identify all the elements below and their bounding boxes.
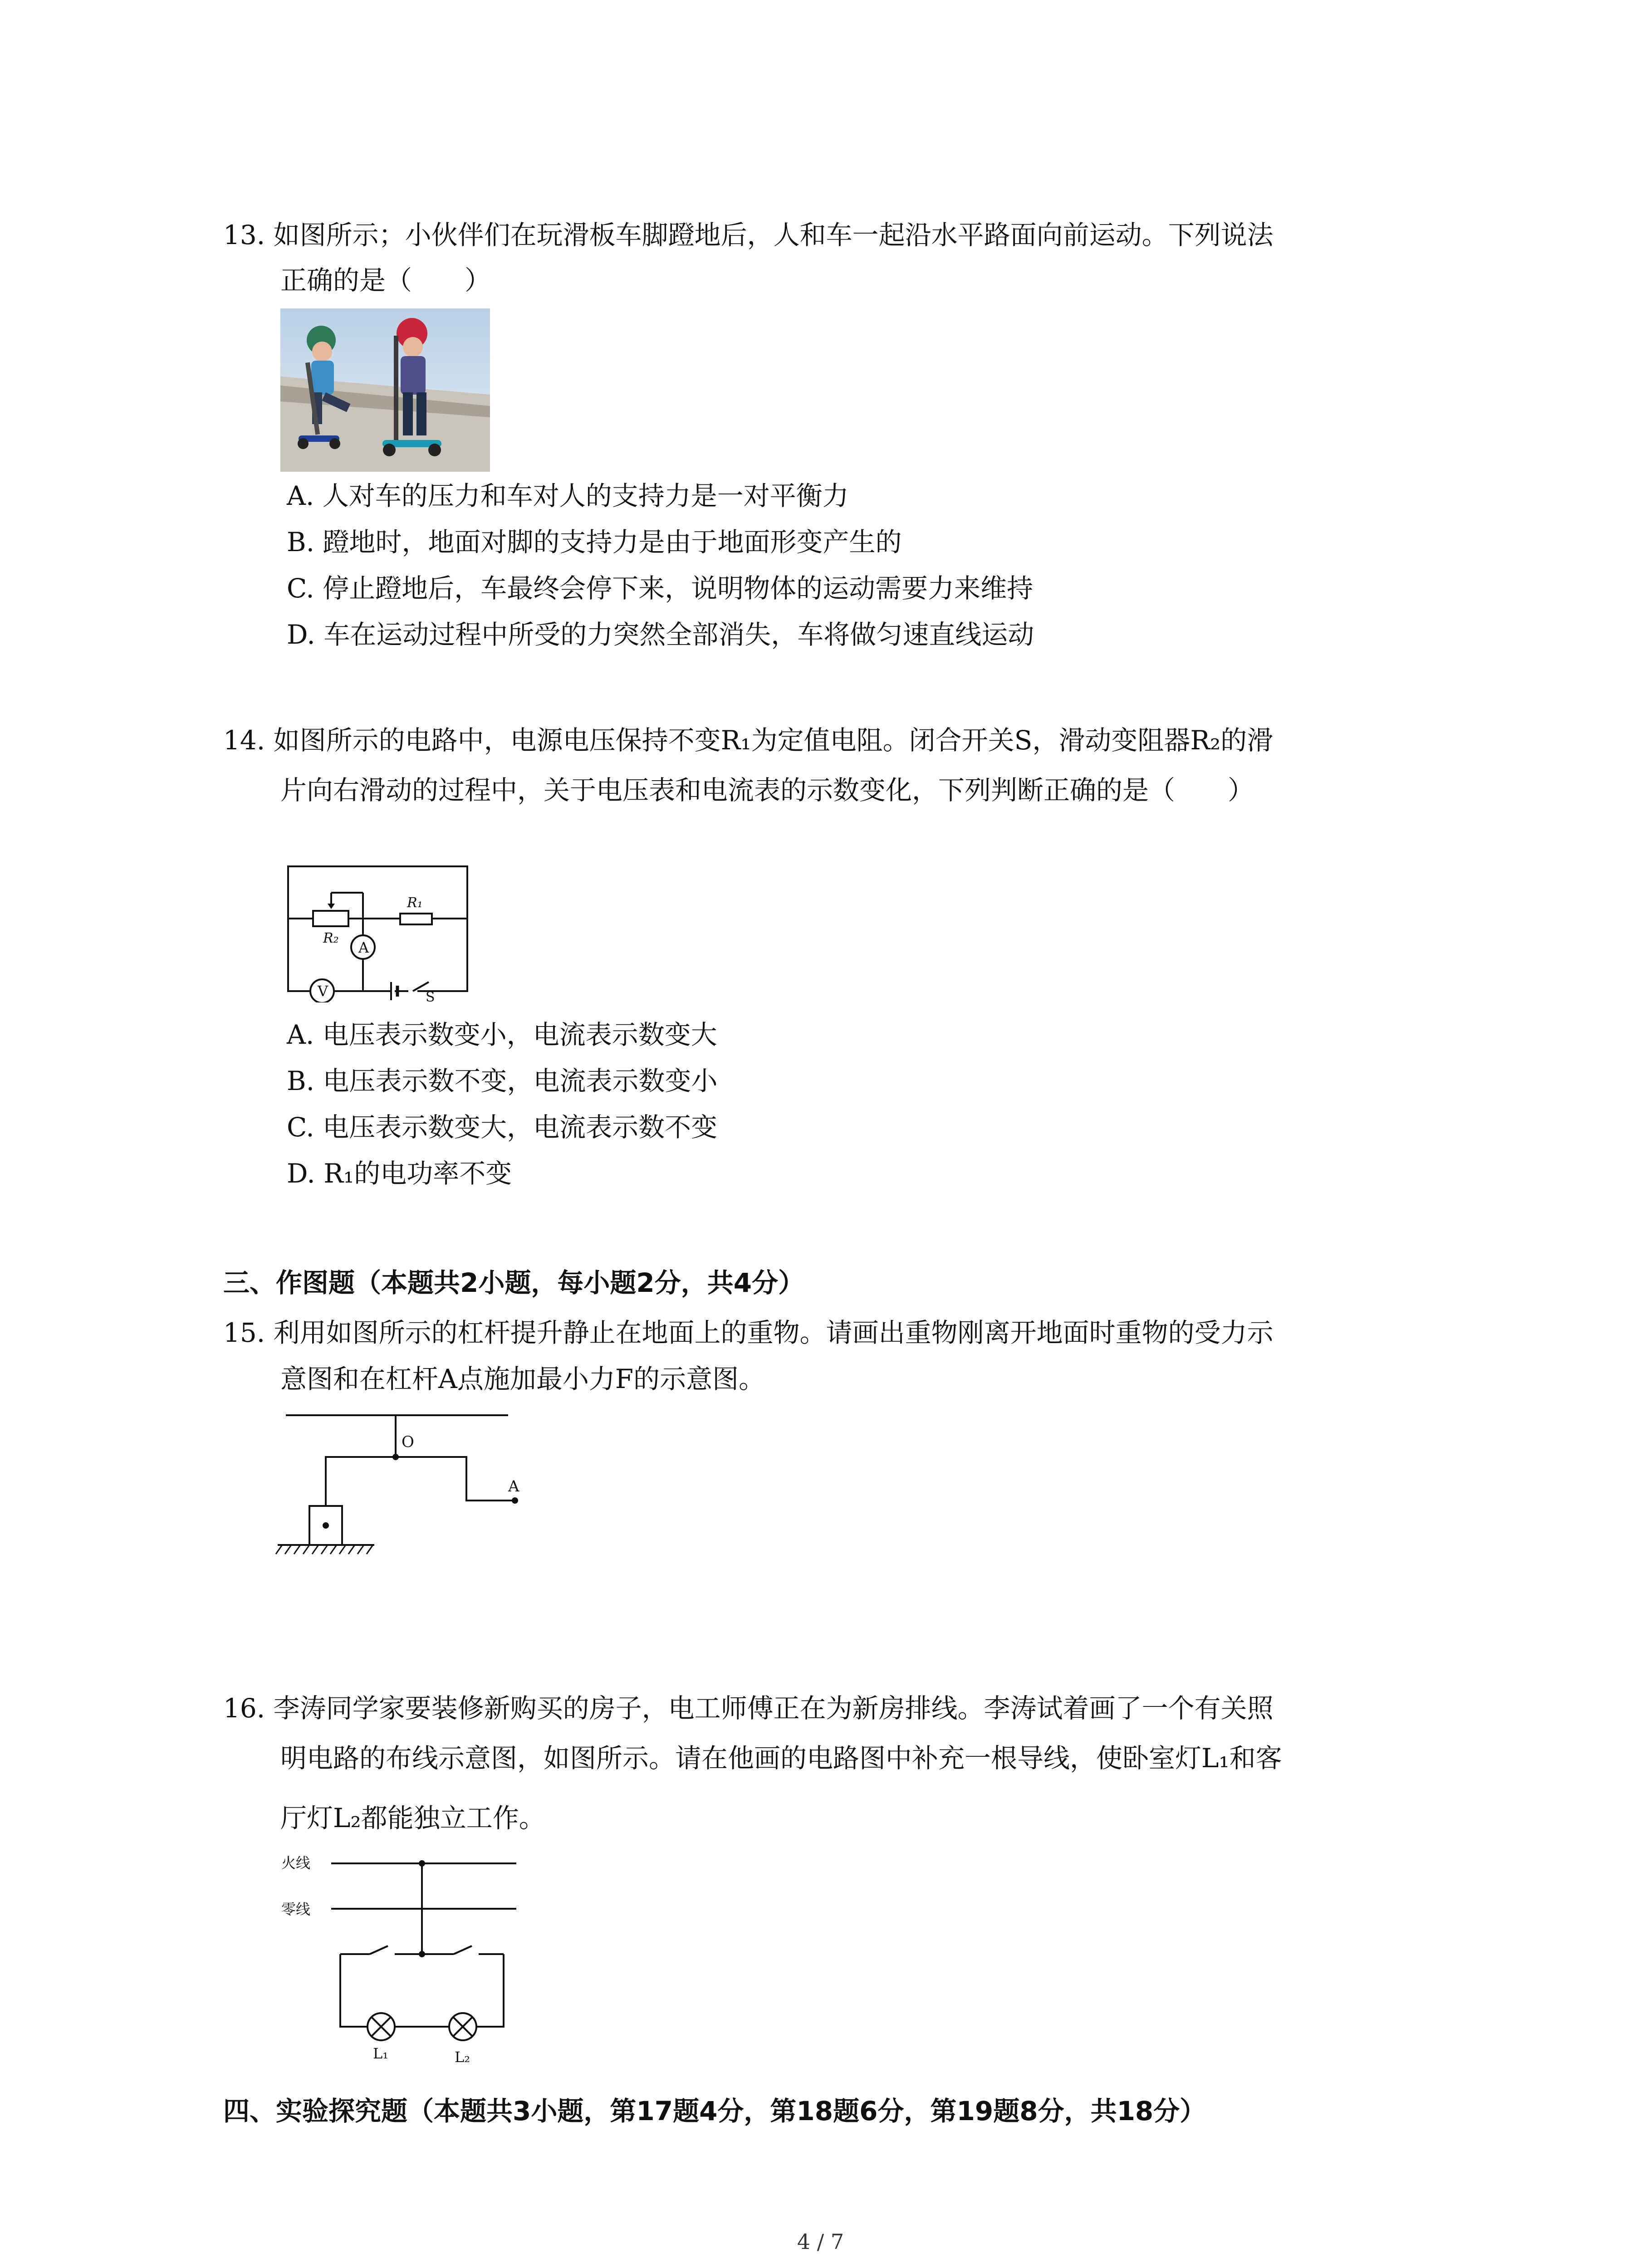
page-number: 4 / 7 (797, 2229, 844, 2254)
q16-stem-line3: 厅灯L₂都能独立工作。 (280, 1803, 545, 1833)
scooter-photo (280, 308, 490, 472)
slider-arrow-icon (328, 904, 335, 909)
q14-option-c: C. 电压表示数变大，电流表示数不变 (287, 1112, 718, 1143)
q14-option-d: D. R₁的电功率不变 (287, 1158, 512, 1189)
q14-circuit-diagram (272, 853, 481, 1002)
point-a (512, 1497, 518, 1504)
q13-option-d: D. 车在运动过程中所受的力突然全部消失，车将做匀速直线运动 (287, 619, 1034, 650)
section-3-heading: 三、作图题（本题共2小题，每小题2分，共4分） (223, 1267, 805, 1298)
q14-stem-line1: 14. 如图所示的电路中，电源电压保持不变R₁为定值电阻。闭合开关S，滑动变阻器R₂的滑 (223, 725, 1274, 756)
q14-stem-line2: 片向右滑动的过程中，关于电压表和电流表的示数变化，下列判断正确的是（ ） (280, 775, 1254, 806)
q13-option-c: C. 停止蹬地后，车最终会停下来，说明物体的运动需要力来维持 (287, 573, 1034, 604)
point-a-label: A (508, 1477, 519, 1496)
neutral-wire-label: 零线 (281, 1901, 311, 1918)
voltmeter-label: V (318, 982, 328, 1000)
q14-option-b: B. 电压表示数不变，电流表示数变小 (287, 1066, 718, 1096)
q15-lever-diagram (272, 1402, 544, 1565)
switch-label: S (426, 989, 435, 1002)
q15-stem-line1: 15. 利用如图所示的杠杆提升静止在地面上的重物。请画出重物刚离开地面时重物的受力示 (223, 1317, 1274, 1348)
pivot-point (392, 1454, 399, 1460)
q13-stem-line2: 正确的是（ ） (280, 265, 491, 296)
q16-wiring-diagram (272, 1842, 526, 2077)
q16-stem-line2: 明电路的布线示意图，如图所示。请在他画的电路图中补充一根导线，使卧室灯L₁和客 (280, 1743, 1282, 1774)
ammeter-label: A (358, 939, 369, 956)
q13-option-b: B. 蹬地时，地面对脚的支持力是由于地面形变产生的 (287, 527, 902, 557)
live-wire-label: 火线 (281, 1854, 311, 1872)
pivot-label: O (402, 1433, 414, 1451)
l1-label: L₁ (373, 2045, 389, 2062)
q16-stem-line1: 16. 李涛同学家要装修新购买的房子，电工师傅正在为新房排线。李涛试着画了一个有关照 (223, 1693, 1274, 1724)
q13-stem-line1: 13. 如图所示；小伙伴们在玩滑板车脚蹬地后，人和车一起沿水平路面向前运动。下列说法 (223, 220, 1274, 250)
weight-center-point (323, 1522, 329, 1529)
r1-label: R₁ (407, 895, 423, 911)
q13-option-a: A. 人对车的压力和车对人的支持力是一对平衡力 (287, 480, 849, 511)
q15-stem-line2: 意图和在杠杆A点施加最小力F的示意图。 (280, 1364, 765, 1394)
l2-label: L₂ (455, 2048, 470, 2066)
section-4-heading: 四、实验探究题（本题共3小题，第17题4分，第18题6分，第19题8分，共18分） (223, 2096, 1206, 2126)
q14-option-a: A. 电压表示数变小，电流表示数变大 (287, 1019, 717, 1050)
r2-label: R₂ (323, 930, 339, 946)
